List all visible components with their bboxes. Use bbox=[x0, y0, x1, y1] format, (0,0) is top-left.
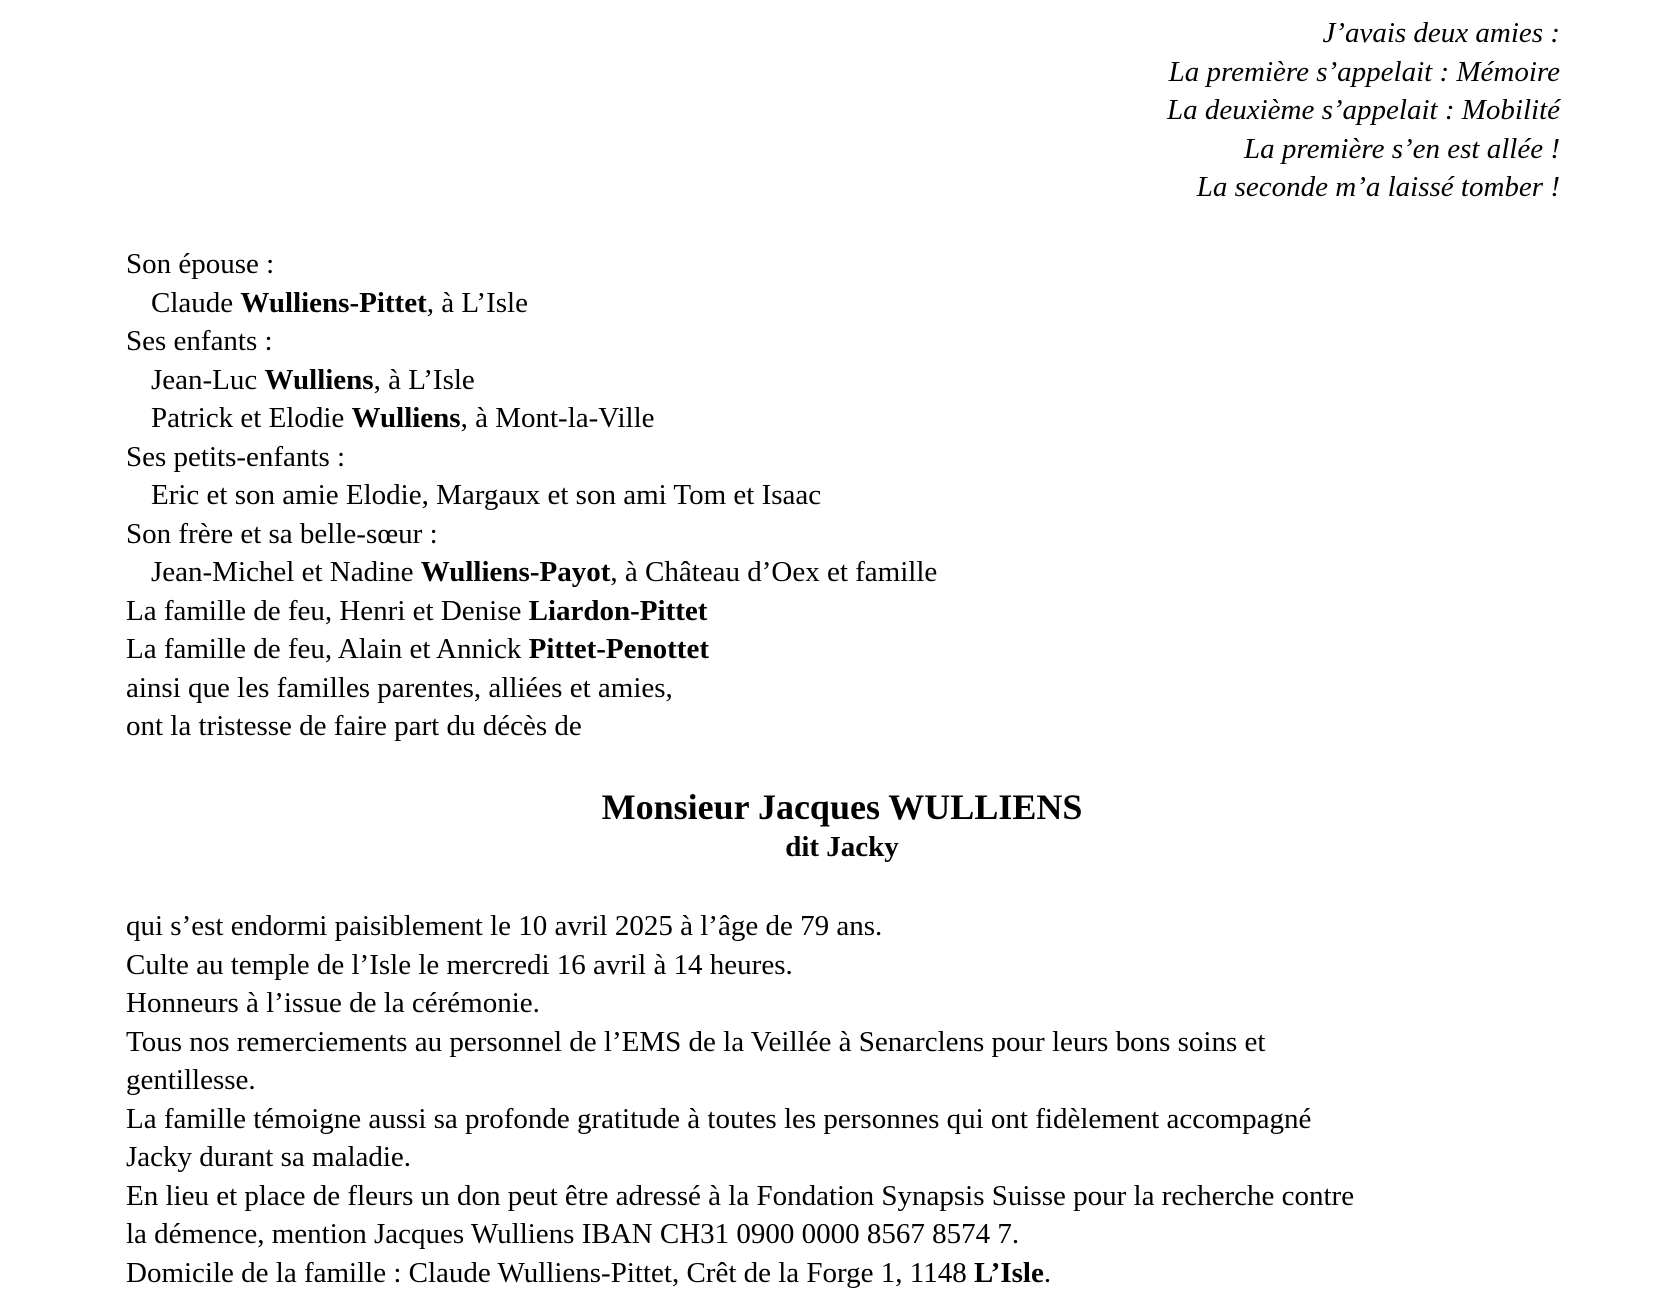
family-entry: La famille de feu, Alain et Annick Pittet-Penottet bbox=[126, 633, 709, 665]
details-line: En lieu et place de fleurs un don peut être adressé à la Fondation Synapsis Suisse pour la recherche contre bbox=[126, 1179, 1355, 1212]
details-line: gentillesse. bbox=[126, 1064, 256, 1096]
poem-line: La deuxième s’appelait : Mobilité bbox=[1166, 94, 1560, 126]
spouse-heading: Son épouse : bbox=[126, 248, 275, 280]
child-surname: Wulliens bbox=[351, 402, 461, 434]
details-line: Culte au temple de l’Isle le mercredi 16 avril à 14 heures. bbox=[126, 948, 793, 981]
deceased-nickname: dit Jacky bbox=[785, 831, 899, 863]
poem bbox=[1167, 14, 1560, 207]
domicile-line: Domicile de la famille : Claude Wulliens-Pittet, Crêt de la Forge 1, 1148 L’Isle. bbox=[126, 1256, 1052, 1289]
deceased-block bbox=[0, 785, 1654, 865]
details-line: la démence, mention Jacques Wulliens IBAN CH31 0900 0000 8567 8574 7. bbox=[126, 1218, 1020, 1250]
grandchildren-heading: Ses petits-enfants : bbox=[126, 440, 346, 473]
child-entry: Jean-Luc Wulliens, à L’Isle bbox=[151, 363, 475, 396]
announcement-line: ont la tristesse de faire part du décès de bbox=[126, 710, 582, 742]
details-line: Honneurs à l’issue de la cérémonie. bbox=[126, 987, 540, 1019]
grandchildren-entry: Eric et son amie Elodie, Margaux et son ami Tom et Isaac bbox=[151, 479, 822, 511]
sibling-entry: Jean-Michel et Nadine Wulliens-Payot, à Château d’Oex et famille bbox=[151, 556, 938, 588]
details-block bbox=[126, 907, 1566, 1292]
domicile-town: L’Isle bbox=[973, 1256, 1044, 1289]
family-entry: La famille de feu, Henri et Denise Liardon-Pittet bbox=[126, 594, 708, 627]
family-list bbox=[126, 245, 937, 746]
child-surname: Wulliens bbox=[264, 363, 374, 396]
child-entry: Patrick et Elodie Wulliens, à Mont-la-Ville bbox=[151, 402, 655, 434]
spouse-entry: Claude Wulliens-Pittet, à L’Isle bbox=[151, 286, 528, 319]
poem-line: La seconde m’a laissé tomber ! bbox=[1196, 171, 1560, 203]
children-heading: Ses enfants : bbox=[126, 325, 273, 357]
poem-line: J’avais deux amies : bbox=[1322, 17, 1560, 49]
family-surname: Liardon-Pittet bbox=[528, 594, 708, 627]
sibling-surname: Wulliens-Payot bbox=[420, 556, 611, 588]
others-line: ainsi que les familles parentes, alliées et amies, bbox=[126, 671, 673, 704]
deceased-name: Monsieur Jacques WULLIENS bbox=[601, 787, 1083, 827]
family-surname: Pittet-Penottet bbox=[528, 633, 709, 665]
sibling-heading: Son frère et sa belle-sœur : bbox=[126, 517, 438, 550]
details-line: qui s’est endormi paisiblement le 10 avril 2025 à l’âge de 79 ans. bbox=[126, 910, 883, 942]
details-line: Tous nos remerciements au personnel de l’EMS de la Veillée à Senarclens pour leurs bons soins et bbox=[126, 1025, 1266, 1058]
details-line: La famille témoigne aussi sa profonde gratitude à toutes les personnes qui ont fidèlement accompagné bbox=[126, 1102, 1312, 1135]
spouse-surname: Wulliens-Pittet bbox=[240, 286, 427, 319]
poem-line: La première s’en est allée ! bbox=[1244, 132, 1560, 165]
poem-line: La première s’appelait : Mémoire bbox=[1168, 55, 1560, 88]
details-line: Jacky durant sa maladie. bbox=[126, 1141, 412, 1173]
